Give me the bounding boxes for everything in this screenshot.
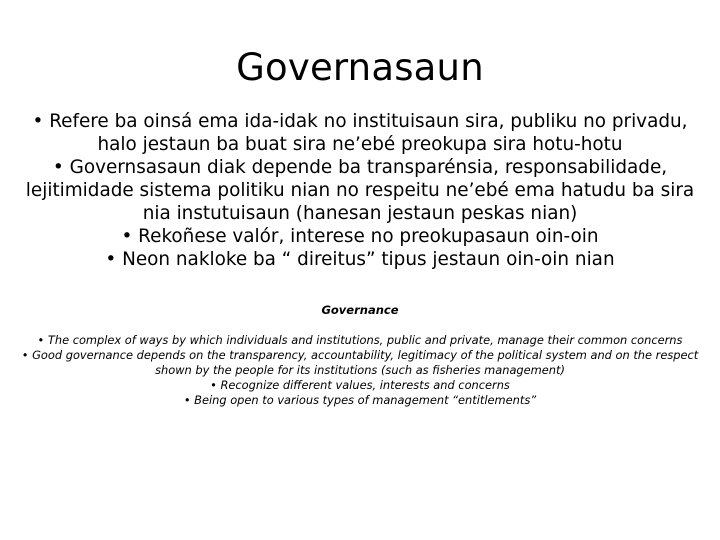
main-bullet-item [20, 248, 700, 271]
translation-bullet-item [20, 348, 700, 378]
translation-bullet-item [20, 393, 700, 408]
bullet-icon: • [52, 157, 64, 178]
main-bullet-item [20, 156, 700, 225]
main-bullet-item [20, 110, 700, 156]
main-bullet-text: Rekoñese valór, interese no preokupasaun oin-oin [138, 226, 599, 247]
main-bullet-text: Refere ba oinsá ema ida-idak no instituisaun sira, publiku no privadu, halo jestaun ba buat sira ne’ebé preokupa sira hotu-hotu [49, 111, 688, 155]
page-title: Governasaun [236, 46, 484, 89]
bullet-icon: • [183, 393, 191, 407]
translation-heading: Governance [321, 303, 399, 317]
main-bullet-list [20, 110, 700, 271]
translation-bullet-list [20, 333, 700, 408]
bullet-icon: • [121, 226, 133, 247]
bullet-icon: • [32, 111, 44, 132]
bullet-icon: • [105, 249, 117, 270]
main-bullet-item [20, 225, 700, 248]
translation-bullet-item [20, 378, 700, 393]
translation-bullet-item [20, 333, 700, 348]
translation-bullet-text: Good governance depends on the transparency, accountability, legitimacy of the political system and on the respect shown by the people for its institutions (such as fisheries management) [32, 348, 699, 377]
bullet-icon: • [210, 378, 217, 392]
translation-bullet-text: Recognize different values, interests and concerns [220, 378, 510, 392]
translation-bullet-text: Being open to various types of management “entitlements” [194, 393, 537, 407]
bullet-icon: • [37, 333, 45, 347]
main-bullet-text: Neon nakloke ba “ direitus” tipus jestaun oin-oin nian [122, 249, 615, 270]
translation-bullet-text: The complex of ways by which individuals and institutions, public and private, manage their common concerns [47, 333, 683, 347]
bullet-icon: • [21, 348, 29, 362]
main-bullet-text: Governsasaun diak depende ba transparénsia, responsabilidade, lejitimidade sistema politiku nian no respeitu ne’ebé ema hatudu ba sira nia instutuisaun (hanesan jestaun peskas nian) [25, 157, 695, 224]
